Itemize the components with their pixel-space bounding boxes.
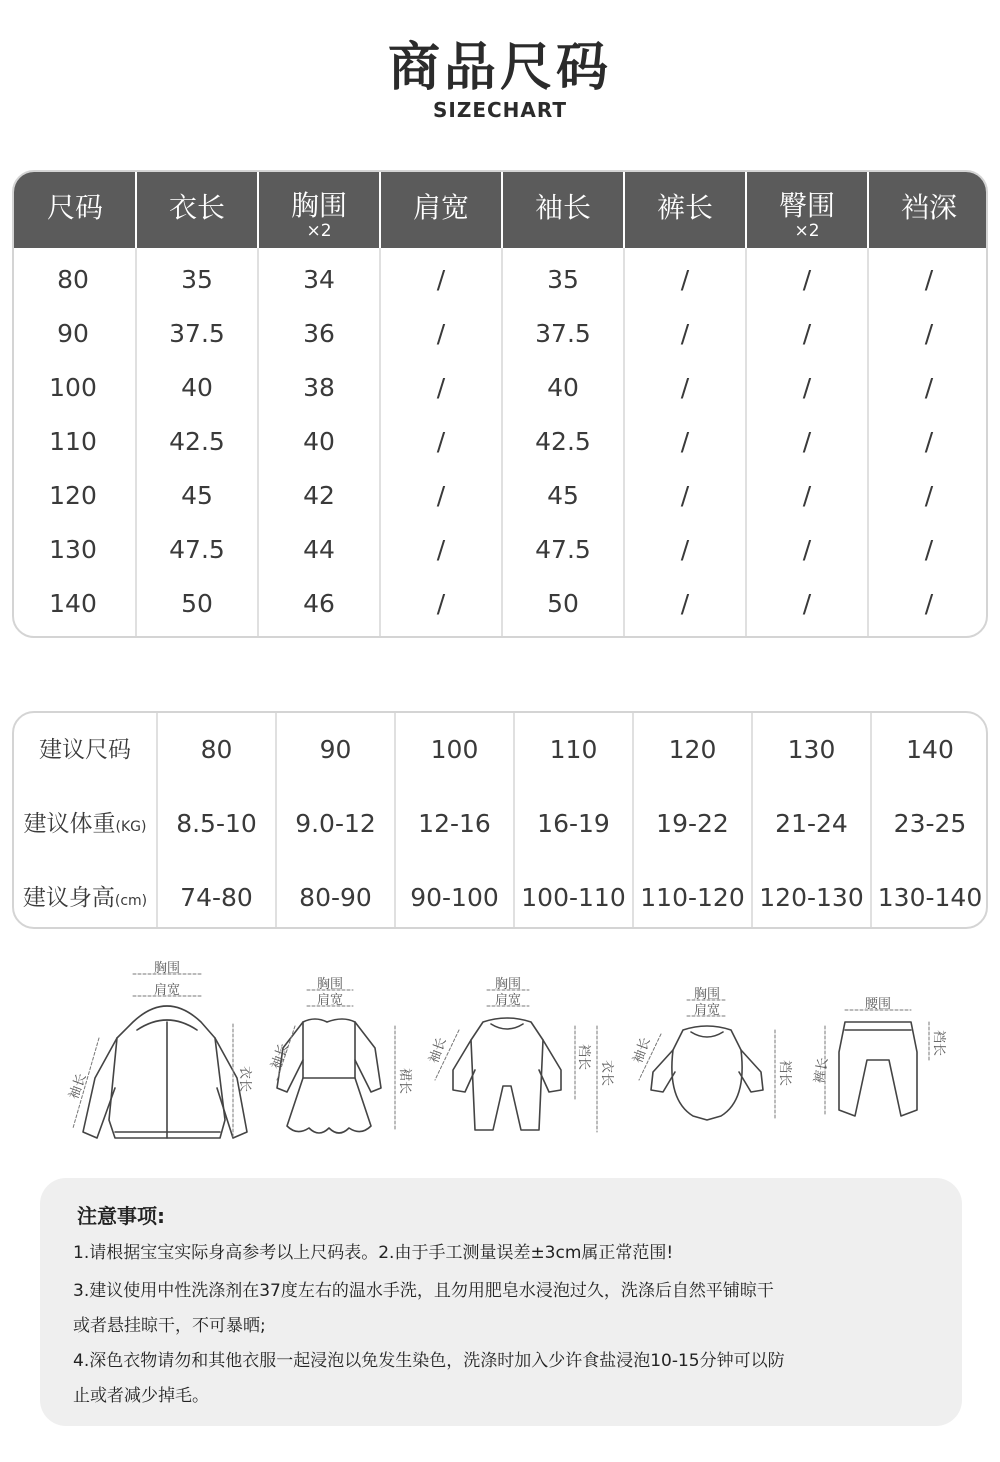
recommend-cell: 21-24 [775,809,848,838]
recommend-cell: 8.5-10 [176,809,257,838]
pants-length-cell: / [680,589,690,618]
note-line: 4.深色衣物请勿和其他衣服一起浸泡以免发生染色，洗涤时加入少许食盐浸泡10-15分钟可以防 [73,1351,785,1371]
size-row [14,361,986,415]
sleeve-cell: 37.5 [535,319,591,348]
label-sleeve: 袖长 [630,1035,654,1066]
pants-length-cell: / [680,427,690,456]
size-row [14,577,986,631]
label-chest: 胸围 [153,961,181,976]
recommend-cell: 16-19 [537,809,610,838]
recommend-cell: 19-22 [656,809,729,838]
crotch-cell: / [924,373,934,402]
recommend-cell: 74-80 [180,883,253,912]
bodysuit-diagram [639,1000,775,1120]
recommend-cell: 100 [430,735,479,764]
pants-length-cell: / [680,265,690,294]
recommend-size-row [14,713,986,787]
recommend-cell: 140 [906,735,954,764]
header-divider [135,172,137,248]
page-title: 商品尺码 [387,38,612,98]
shoulder-cell: / [436,265,446,294]
sleeve-cell: 35 [547,265,579,294]
label-length: 裤长 [812,1056,832,1085]
recommendation-table [12,711,988,929]
shoulder-cell: / [436,535,446,564]
crotch-cell: / [924,589,934,618]
length-cell: 47.5 [169,535,225,564]
shoulder-cell: / [436,427,446,456]
crotch-cell: / [924,535,934,564]
recommend-cell: 9.0-12 [295,809,376,838]
label-crotch: 裆长 [931,1030,946,1057]
label-chest: 胸围 [316,977,344,992]
crotch-cell: / [924,265,934,294]
sleeve-cell: 40 [547,373,579,402]
crotch-cell: / [924,481,934,510]
chest-cell: 40 [303,427,335,456]
header-cell-crotch: 裆深 [900,191,957,224]
chest-cell: 36 [303,319,335,348]
recommend-cell: 120 [668,735,717,764]
recommend-cell: 130 [787,735,836,764]
label-sleeve: 袖长 [268,1041,292,1072]
dress-diagram [277,990,395,1133]
recommend-cell: 90-100 [410,883,499,912]
care-notes [40,1178,962,1426]
header-cell-chest: 胸围 ×2 [290,189,347,241]
hip-cell: / [802,427,812,456]
size-chart-table [12,170,988,638]
recommend-cell: 120-130 [759,883,864,912]
length-cell: 50 [181,589,213,618]
size-cell: 120 [49,481,97,510]
note-line: 3.建议使用中性洗涤剂在37度左右的温水手洗，且勿用肥皂水浸泡过久，洗涤后自然平铺晾干 [73,1281,774,1301]
sleeve-cell: 45 [547,481,579,510]
chest-cell: 38 [303,373,335,402]
measurement-diagrams [55,960,955,1150]
label-crotch: 裆长 [576,1044,591,1071]
size-cell: 110 [49,427,97,456]
row-label: 建议体重(KG) [23,811,147,837]
notes-title: 注意事项: [77,1204,165,1228]
label-sleeve: 袖长 [66,1071,90,1102]
page-subtitle: SIZECHART [432,98,568,122]
recommend-cell: 90 [319,735,352,764]
recommend-cell: 80-90 [299,883,372,912]
label-crotch: 裆长 [777,1060,792,1087]
shoulder-cell: / [436,373,446,402]
jacket-diagram [73,974,247,1138]
pants-length-cell: / [680,319,690,348]
note-line: 或者悬挂晾干，不可暴晒; [73,1316,266,1336]
hip-cell: / [802,589,812,618]
sleeve-cell: 47.5 [535,535,591,564]
pants-length-cell: / [680,481,690,510]
pants-length-cell: / [680,373,690,402]
chest-cell: 46 [303,589,335,618]
crotch-cell: / [924,319,934,348]
size-cell: 130 [49,535,97,564]
label-chest: 胸围 [494,977,522,992]
pants-length-cell: / [680,535,690,564]
size-row [14,523,986,577]
shoulder-cell: / [436,319,446,348]
recommend-cell: 110 [549,735,598,764]
length-cell: 40 [181,373,213,402]
label-sleeve: 袖长 [426,1035,450,1066]
size-cell: 140 [49,589,97,618]
recommend-cell: 100-110 [521,883,626,912]
recommend-cell: 80 [200,735,233,764]
header-divider [501,172,503,248]
header-cell-sleeve: 袖长 [534,191,591,224]
recommend-cell: 110-120 [640,883,745,912]
sleeve-cell: 50 [547,589,579,618]
header-divider [623,172,625,248]
chest-cell: 34 [303,265,335,294]
recommend-height-row [14,861,986,929]
label-shoulder: 肩宽 [316,993,344,1008]
recommend-cell: 12-16 [418,809,491,838]
size-row [14,469,986,523]
note-line: 止或者减少掉毛。 [73,1386,209,1406]
size-chart-header [14,172,986,248]
hip-cell: / [802,265,812,294]
pants-diagram [825,1010,929,1116]
size-row [14,415,986,469]
length-cell: 35 [181,265,213,294]
recommend-cell: 130-140 [877,883,983,912]
label-length: 衣长 [599,1060,614,1087]
size-row [14,253,986,307]
shoulder-cell: / [436,481,446,510]
recommend-weight-row [14,787,986,861]
header-cell-hip: 臀围 ×2 [778,189,835,241]
hip-cell: / [802,319,812,348]
hip-cell: / [802,535,812,564]
hip-cell: / [802,481,812,510]
length-cell: 45 [181,481,213,510]
chest-cell: 44 [303,535,335,564]
row-label: 建议身高(cm) [22,885,148,911]
header-divider [867,172,869,248]
sleeve-cell: 42.5 [535,427,591,456]
length-cell: 42.5 [169,427,225,456]
label-length: 裙长 [397,1068,412,1095]
header-divider [745,172,747,248]
header-cell-pants-length: 裤长 [656,191,713,224]
size-cell: 90 [57,319,89,348]
label-chest: 胸围 [693,987,721,1002]
header-cell-shoulder: 肩宽 [412,191,469,224]
row-label: 建议尺码 [39,737,131,763]
romper-diagram [435,990,597,1132]
size-row [14,307,986,361]
header-cell-size: 尺码 [46,191,103,224]
header-divider [379,172,381,248]
recommend-cell: 23-25 [893,809,967,838]
header-divider [257,172,259,248]
length-cell: 37.5 [169,319,225,348]
label-shoulder: 肩宽 [494,993,522,1008]
size-cell: 80 [57,265,89,294]
header-cell-length: 衣长 [168,191,225,224]
label-length: 衣长 [237,1066,252,1093]
shoulder-cell: / [436,589,446,618]
label-shoulder: 肩宽 [693,1003,721,1018]
note-line: 1.请根据宝宝实际身高参考以上尺码表。2.由于手工测量误差±3cm属正常范围! [73,1243,674,1263]
size-cell: 100 [49,373,97,402]
chest-cell: 42 [303,481,335,510]
label-shoulder: 肩宽 [153,983,181,998]
crotch-cell: / [924,427,934,456]
hip-cell: / [802,373,812,402]
label-waist: 腰围 [864,997,892,1012]
